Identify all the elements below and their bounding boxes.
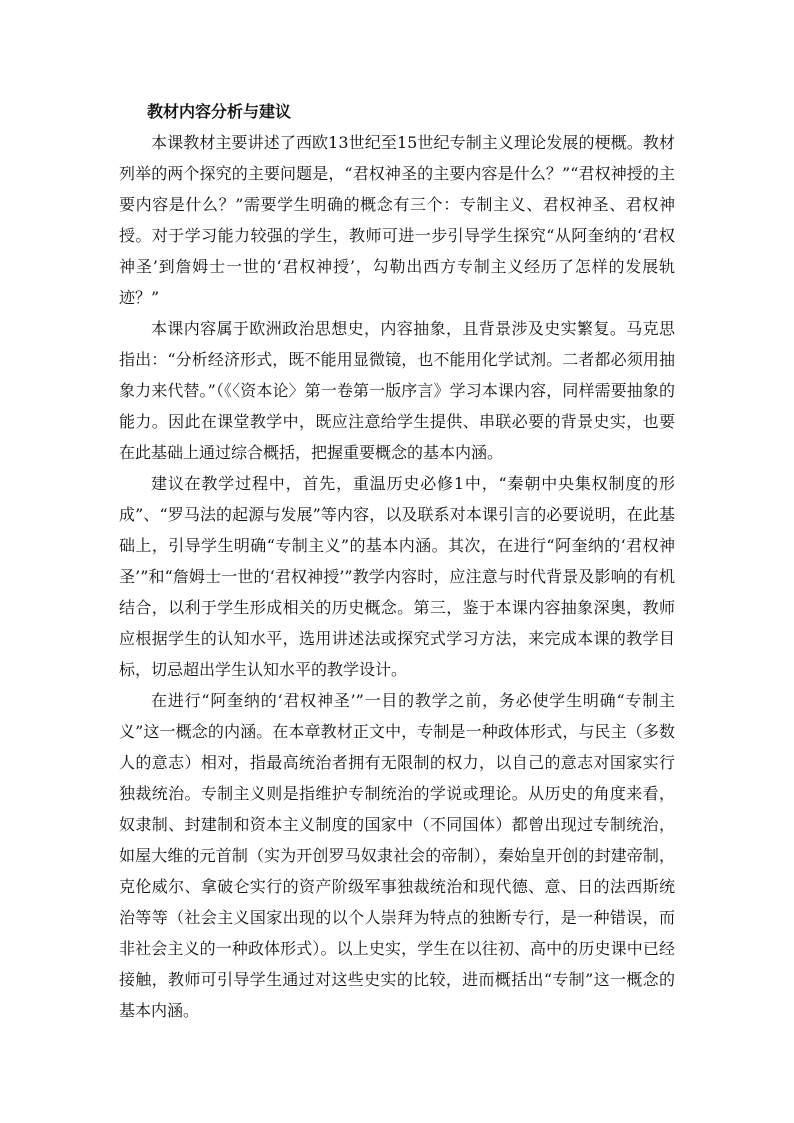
document-page [119, 96, 675, 1026]
paragraph-teaching-suggestions: 建议在教学过程中，首先，重温历史必修1中，“秦朝中央集权制度的形成”、“罗马法的起源与发展”等内容，以及联系对本课引言的必要说明，在此基础上，引导学生明确“专制主义”的基本内涵。其次，在进行“阿奎纳的‘君权神圣’”和“詹姆士一世的‘君权神授’”教学内容时，应注意与时代背景及影响的有机结合，以利于学生形成相关的历史概念。第三，鉴于本课内容抽象深奥，教师应根据学生的认知水平，选用讲述法或探究式学习方法，来完成本课的教学目标，切忌超出学生认知水平的教学设计。 [119, 474, 675, 679]
paragraph-textbook-summary: 本课教材主要讲述了西欧13世纪至15世纪专制主义理论发展的梗概。教材列举的两个探究的主要问题是，“君权神圣的主要内容是什么？”“君权神授的主要内容是什么？”需要学生明确的概念有三个：专制主义、君权神圣、君权神授。对于学习能力较强的学生，教师可进一步引导学生探究“从阿奎纳的‘君权神圣’到詹姆士一世的‘君权神授’，勾勒出西方专制主义经历了怎样的发展轨迹？” [119, 133, 675, 307]
paragraph-despotism-concept: 在进行“阿奎纳的‘君权神圣’”一目的教学之前，务必使学生明确“专制主义”这一概念的内涵。在本章教材正文中，专制是一种政体形式，与民主（多数人的意志）相对，指最高统治者拥有无限制的权力，以自己的意志对国家实行独裁统治。专制主义则是指维护专制统治的学说或理论。从历史的角度来看，奴隶制、封建制和资本主义制度的国家中（不同国体）都曾出现过专制统治，如屋大维的元首制（实为开创罗马奴隶社会的帝制），秦始皇开创的封建帝制，克伦威尔、拿破仑实行的资产阶级军事独裁统治和现代德、意、日的法西斯统治等等（社会主义国家出现的以个人崇拜为特点的独断专行，是一种错误，而非社会主义的一种政体形式）。以上史实，学生在以往初、高中的历史课中已经接触，教师可引导学生通过对这些史实的比较，进而概括出“专制”这一概念的基本内涵。 [119, 691, 675, 1020]
section-heading: 教材内容分析与建议 [147, 102, 292, 121]
paragraph-content-nature: 本课内容属于欧洲政治思想史，内容抽象，且背景涉及史实繁复。马克思指出：“分析经济形式，既不能用显微镜，也不能用化学试剂。二者都必须用抽象力来代替。”（《〈资本论〉第一卷第一版序言》学习本课内容，同样需要抽象的能力。因此在课堂教学中，既应注意给学生提供、串联必要的背景史实，也要在此基础上通过综合概括，把握重要概念的基本内涵。 [119, 319, 675, 462]
